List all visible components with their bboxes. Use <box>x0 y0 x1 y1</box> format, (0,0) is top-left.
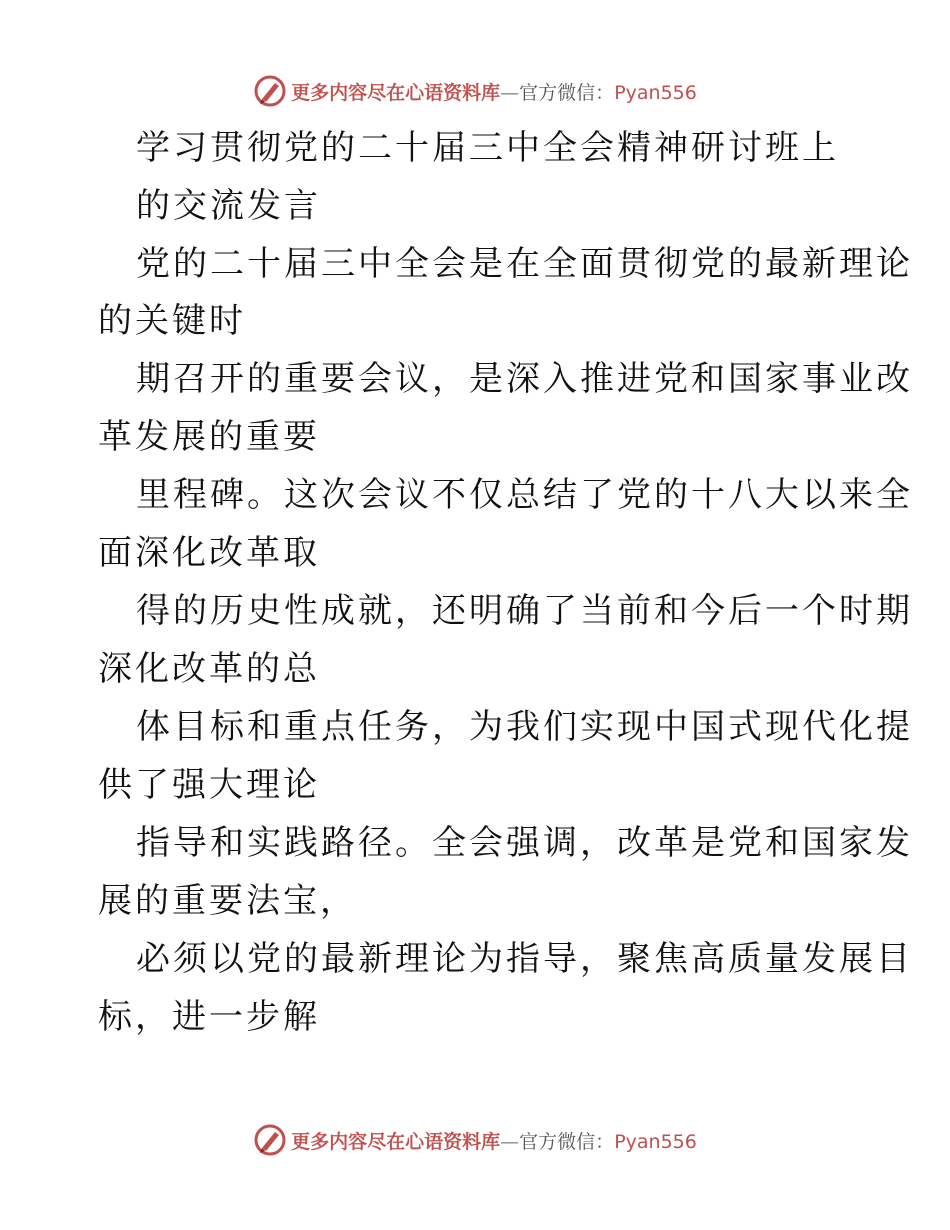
paragraph-line: 体目标和重点任务，为我们实现中国式现代化提 <box>136 707 913 747</box>
footer-banner-text <box>291 1127 697 1154</box>
paragraph-line: 深化改革的总 <box>98 649 320 689</box>
document-title-line-2: 的交流发言 <box>136 186 321 226</box>
paragraph-line: 供了强大理论 <box>98 765 320 805</box>
header-banner-title: 更多内容尽在心语资料库 <box>291 81 501 104</box>
footer-banner <box>0 1120 950 1160</box>
paragraph-line: 标，进一步解 <box>98 997 320 1037</box>
paragraph-line: 指导和实践路径。全会强调，改革是党和国家发 <box>136 823 913 863</box>
footer-banner-separator: — <box>500 1130 520 1153</box>
footer-banner-wechat-id: Pyan556 <box>614 1130 697 1153</box>
paragraph-line: 的关键时 <box>98 301 246 341</box>
paragraph-line: 必须以党的最新理论为指导，聚焦高质量发展目 <box>136 939 913 979</box>
paragraph-line: 期召开的重要会议，是深入推进党和国家事业改 <box>136 359 913 399</box>
header-banner-wechat-id: Pyan556 <box>614 81 697 104</box>
paragraph-line: 得的历史性成就，还明确了当前和今后一个时期 <box>136 591 913 631</box>
header-banner-wechat-label: 官方微信： <box>519 81 615 104</box>
paragraph-line: 展的重要法宝， <box>98 881 357 921</box>
document-title-line-1: 学习贯彻党的二十届三中全会精神研讨班上 <box>136 128 839 168</box>
footer-banner-title: 更多内容尽在心语资料库 <box>291 1130 501 1153</box>
header-banner-separator: — <box>500 81 520 104</box>
footer-banner-wechat-label: 官方微信： <box>519 1130 615 1153</box>
paragraph-line: 党的二十届三中全会是在全面贯彻党的最新理论 <box>136 244 913 284</box>
paragraph-line: 面深化改革取 <box>98 533 320 573</box>
paragraph-line: 里程碑。这次会议不仅总结了党的十八大以来全 <box>136 475 913 515</box>
paragraph-line: 革发展的重要 <box>98 417 320 457</box>
pen-logo-icon <box>253 1123 287 1157</box>
